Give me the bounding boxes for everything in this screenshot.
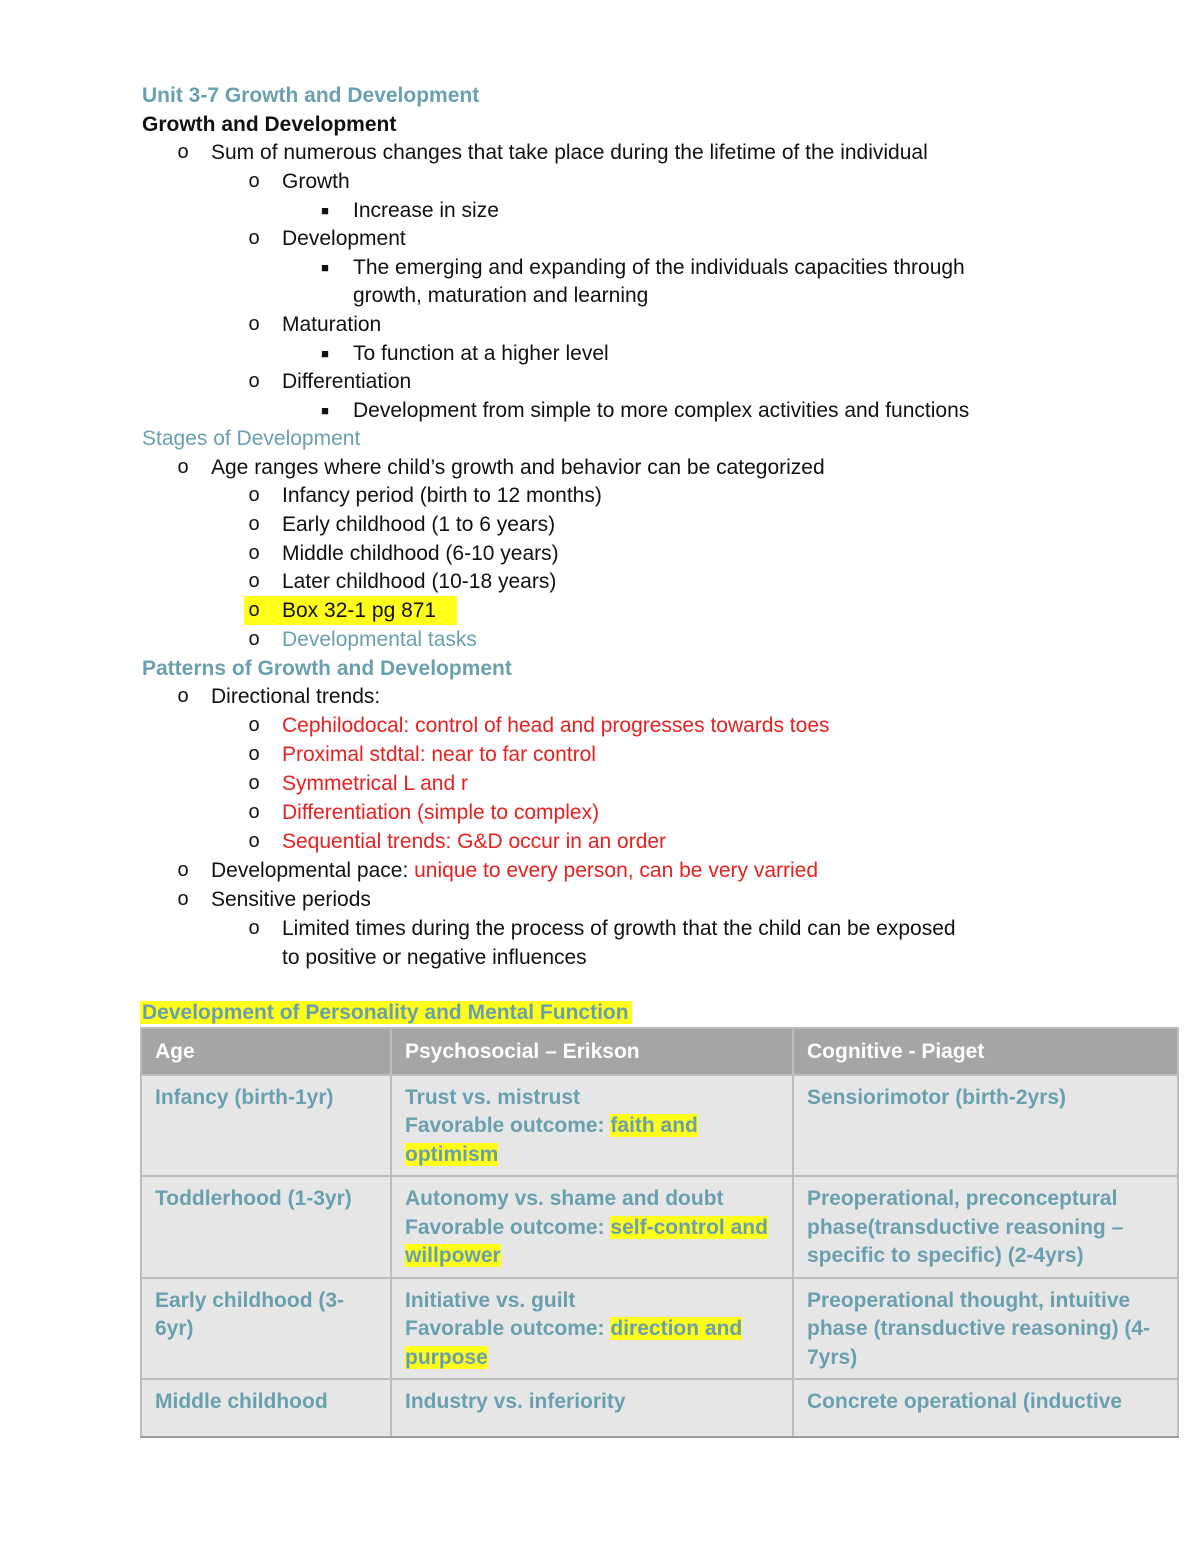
- cognitive-cell: Sensiorimotor (birth-2yrs): [793, 1075, 1178, 1177]
- erikson-stage: Trust vs. mistrust: [405, 1085, 581, 1109]
- table-row: [141, 1379, 1178, 1437]
- erikson-stage: Autonomy vs. shame and doubt: [405, 1187, 724, 1210]
- circle-bullet-icon: o: [248, 917, 260, 939]
- circle-bullet-icon: o: [248, 830, 260, 852]
- square-bullet-icon: ■: [321, 403, 329, 418]
- document-page: Unit 3-7 Growth and Development Growth and Development o Sum of numerous changes that take place during the lifetime of the individual o Growth ■ Increase in size o Development ■ The emerging and expanding of the individuals capacities through growth, maturation and learning o Maturation ■ To function at a higher level o Differentiation ■ Development from simple to more complex activities and functions Stages of Development o Age ranges where child’s growth and behavior can be categorized o Infancy period (birth to 12 months) o Early childhood (1 to 6 years) o Middle childhood (6-10 years) o Later childhood (10-18 years) o Box 32-1 pg 871 o Developmental tasks Patterns of Growth and Development o Directional trends: o Cephilodocal: control of head and progresses towards toes o Proximal stdtal: near to far control o Symmetrical L and r o Differentiation (simple to complex) o Sequential trends: G&D occur in an order o Developmental pace: unique to every person, can be very varried o Sensitive periods o Limited times during the process of growth that the child can be exposed to positive or negative influences Development of Personality and Mental Function Age Psychosocial – Erikson Cognitive - Piaget Infancy (birth-1yr) Trust vs. mistrust Favorable outcome: faith and optimism Sensiorimotor (birth-2yrs) Toddlerhood (1-3yr) Autonomy vs. shame and doubt Favorable outcome: self-control and willpower Preoperational, preconceptural phase(transductive reasoning – specific to specific) (2-4yrs) Early childhood (3-6yr) Initiative vs. guilt Favorable outcome: direction and purpose Preoperational thought, intuitive phase (transductive reasoning) (4-7yrs) Middle childhood Industry vs. inferiority Concrete operational (inductive: [0, 0, 1200, 1553]
- circle-bullet-icon: o: [177, 456, 189, 478]
- cognitive-cell: Preoperational thought, intuitive phase (transductive reasoning) (4-7yrs): [793, 1278, 1178, 1380]
- circle-bullet-icon: o: [177, 141, 189, 163]
- table-row: [141, 1075, 1178, 1177]
- circle-bullet-icon: o: [248, 743, 260, 765]
- outcome-value: direction and purpose: [405, 1317, 743, 1369]
- gd-heading: Growth and Development: [142, 113, 397, 136]
- pace-value: unique to every person, can be very varried: [414, 859, 819, 882]
- circle-bullet-icon: o: [248, 801, 260, 823]
- circle-bullet-icon: o: [248, 513, 260, 535]
- circle-bullet-icon: o: [177, 888, 189, 910]
- circle-bullet-icon: o: [177, 859, 189, 881]
- personality-table: [140, 1027, 1179, 1438]
- column-header: Cognitive - Piaget: [793, 1028, 1178, 1075]
- cognitive-cell: Concrete operational (inductive: [793, 1379, 1178, 1437]
- circle-bullet-icon: o: [248, 570, 260, 592]
- circle-bullet-icon: o: [248, 313, 260, 335]
- outcome-value: self-control and willpower: [405, 1215, 768, 1267]
- circle-bullet-icon: o: [177, 685, 189, 707]
- psychosocial-cell: [391, 1278, 793, 1380]
- box-reference: Box 32-1 pg 871: [282, 599, 437, 622]
- circle-bullet-icon: o: [248, 227, 260, 249]
- psychosocial-cell: [391, 1176, 793, 1278]
- psychosocial-cell: [391, 1075, 793, 1177]
- outcome-label: Favorable outcome:: [405, 1317, 611, 1340]
- circle-bullet-icon: o: [248, 370, 260, 392]
- age-cell: Early childhood (3-6yr): [141, 1278, 391, 1380]
- circle-bullet-icon: o: [248, 484, 260, 506]
- cognitive-cell: Preoperational, preconceptural phase(transductive reasoning – specific to specific) (2-4yrs): [793, 1176, 1178, 1278]
- outcome-label: Favorable outcome:: [405, 1114, 611, 1137]
- square-bullet-icon: ■: [321, 260, 329, 275]
- erikson-stage: Initiative vs. guilt: [405, 1288, 576, 1312]
- square-bullet-icon: ■: [321, 203, 329, 218]
- circle-bullet-icon: o: [248, 170, 260, 192]
- unit-title: Unit 3-7 Growth and Development: [142, 84, 480, 107]
- erikson-stage: Industry vs. inferiority: [405, 1390, 626, 1413]
- age-cell: Infancy (birth-1yr): [141, 1075, 391, 1177]
- table-header-row: [141, 1028, 1178, 1075]
- personality-heading: Development of Personality and Mental Function: [140, 998, 632, 1027]
- outcome-value: faith and optimism: [405, 1114, 698, 1166]
- column-header: Age: [141, 1028, 391, 1075]
- circle-bullet-icon: o: [248, 628, 260, 650]
- circle-bullet-icon: o: [248, 599, 260, 621]
- table-row: [141, 1176, 1178, 1278]
- age-cell: Middle childhood: [141, 1379, 391, 1437]
- age-cell: Toddlerhood (1-3yr): [141, 1176, 391, 1278]
- square-bullet-icon: ■: [321, 346, 329, 361]
- table-row: [141, 1278, 1178, 1380]
- pace-label: Developmental pace:: [211, 859, 415, 882]
- column-header: Psychosocial – Erikson: [391, 1028, 793, 1075]
- outcome-label: Favorable outcome:: [405, 1215, 611, 1239]
- developmental-tasks-link: Developmental tasks: [282, 628, 477, 651]
- circle-bullet-icon: o: [248, 714, 260, 736]
- psychosocial-cell: [391, 1379, 793, 1437]
- stages-heading: Stages of Development: [142, 427, 361, 450]
- circle-bullet-icon: o: [248, 772, 260, 794]
- circle-bullet-icon: o: [248, 542, 260, 564]
- patterns-heading: Patterns of Growth and Development: [142, 657, 512, 680]
